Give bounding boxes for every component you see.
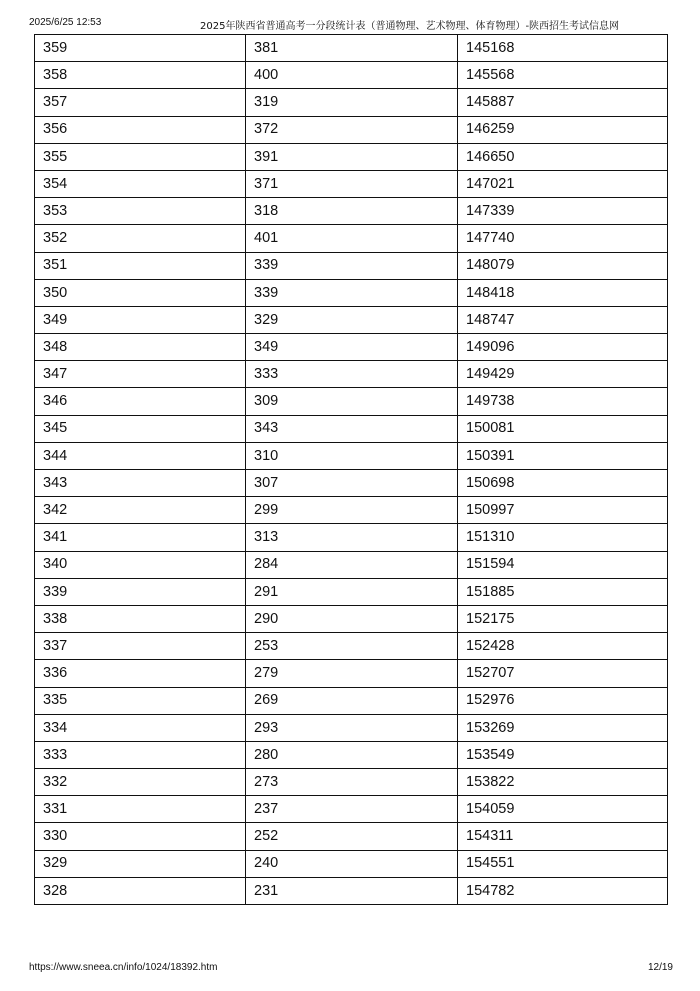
count-cell: 318 (246, 198, 458, 225)
score-cell: 355 (35, 143, 246, 170)
table-row (35, 442, 668, 469)
score-cell: 334 (35, 714, 246, 741)
score-cell: 356 (35, 116, 246, 143)
table-row (35, 660, 668, 687)
cumulative-cell: 152175 (458, 605, 668, 632)
score-cell: 331 (35, 796, 246, 823)
table-row (35, 334, 668, 361)
count-cell: 279 (246, 660, 458, 687)
table-row (35, 225, 668, 252)
score-cell: 357 (35, 89, 246, 116)
score-cell: 344 (35, 442, 246, 469)
cumulative-cell: 150698 (458, 470, 668, 497)
cumulative-cell: 152428 (458, 633, 668, 660)
score-cell: 351 (35, 252, 246, 279)
table-row (35, 714, 668, 741)
cumulative-cell: 145887 (458, 89, 668, 116)
score-cell: 332 (35, 769, 246, 796)
count-cell: 381 (246, 35, 458, 62)
count-cell: 313 (246, 524, 458, 551)
table-row (35, 741, 668, 768)
cumulative-cell: 154059 (458, 796, 668, 823)
score-cell: 333 (35, 741, 246, 768)
count-cell: 231 (246, 877, 458, 904)
cumulative-cell: 153822 (458, 769, 668, 796)
count-cell: 401 (246, 225, 458, 252)
table-row (35, 633, 668, 660)
table-row (35, 769, 668, 796)
page-title: 2025年陕西省普通高考一分段统计表（普通物理、艺术物理、体育物理）-陕西招生考试信息网 (200, 21, 620, 32)
count-cell: 290 (246, 605, 458, 632)
table-row (35, 35, 668, 62)
table-row (35, 143, 668, 170)
count-cell: 291 (246, 578, 458, 605)
table-row (35, 687, 668, 714)
cumulative-cell: 147339 (458, 198, 668, 225)
table-row (35, 605, 668, 632)
table-row (35, 524, 668, 551)
score-cell: 359 (35, 35, 246, 62)
count-cell: 269 (246, 687, 458, 714)
count-cell: 237 (246, 796, 458, 823)
table-row (35, 62, 668, 89)
score-cell: 352 (35, 225, 246, 252)
score-cell: 348 (35, 334, 246, 361)
count-cell: 333 (246, 361, 458, 388)
cumulative-cell: 149738 (458, 388, 668, 415)
count-cell: 280 (246, 741, 458, 768)
count-cell: 307 (246, 470, 458, 497)
table-row (35, 89, 668, 116)
cumulative-cell: 149096 (458, 334, 668, 361)
count-cell: 329 (246, 306, 458, 333)
score-cell: 342 (35, 497, 246, 524)
cumulative-cell: 145168 (458, 35, 668, 62)
cumulative-cell: 152976 (458, 687, 668, 714)
score-cell: 340 (35, 551, 246, 578)
score-cell: 337 (35, 633, 246, 660)
count-cell: 240 (246, 850, 458, 877)
score-cell: 347 (35, 361, 246, 388)
cumulative-cell: 146259 (458, 116, 668, 143)
score-cell: 343 (35, 470, 246, 497)
table-row (35, 306, 668, 333)
score-cell: 349 (35, 306, 246, 333)
page-number: 12/19 (647, 962, 673, 973)
score-cell: 350 (35, 279, 246, 306)
count-cell: 372 (246, 116, 458, 143)
count-cell: 371 (246, 170, 458, 197)
page-url[interactable]: https://www.sneea.cn/info/1024/18392.htm (29, 962, 218, 973)
cumulative-cell: 145568 (458, 62, 668, 89)
table-row (35, 551, 668, 578)
table-row (35, 877, 668, 904)
cumulative-cell: 154311 (458, 823, 668, 850)
count-cell: 400 (246, 62, 458, 89)
count-cell: 339 (246, 279, 458, 306)
count-cell: 310 (246, 442, 458, 469)
score-cell: 335 (35, 687, 246, 714)
count-cell: 391 (246, 143, 458, 170)
count-cell: 339 (246, 252, 458, 279)
cumulative-cell: 148079 (458, 252, 668, 279)
score-cell: 339 (35, 578, 246, 605)
cumulative-cell: 154551 (458, 850, 668, 877)
table-row (35, 823, 668, 850)
cumulative-cell: 151885 (458, 578, 668, 605)
table-body (35, 35, 668, 905)
count-cell: 343 (246, 415, 458, 442)
score-cell: 346 (35, 388, 246, 415)
score-cell: 358 (35, 62, 246, 89)
cumulative-cell: 150391 (458, 442, 668, 469)
print-datetime: 2025/6/25 12:53 (29, 17, 102, 28)
score-distribution-table (34, 34, 668, 905)
table-row (35, 116, 668, 143)
count-cell: 284 (246, 551, 458, 578)
table-row (35, 415, 668, 442)
count-cell: 253 (246, 633, 458, 660)
cumulative-cell: 152707 (458, 660, 668, 687)
count-cell: 319 (246, 89, 458, 116)
cumulative-cell: 149429 (458, 361, 668, 388)
table-row (35, 470, 668, 497)
score-cell: 336 (35, 660, 246, 687)
table-row (35, 170, 668, 197)
count-cell: 252 (246, 823, 458, 850)
cumulative-cell: 153269 (458, 714, 668, 741)
cumulative-cell: 150081 (458, 415, 668, 442)
score-cell: 353 (35, 198, 246, 225)
count-cell: 349 (246, 334, 458, 361)
score-cell: 345 (35, 415, 246, 442)
cumulative-cell: 148418 (458, 279, 668, 306)
table-row (35, 361, 668, 388)
cumulative-cell: 150997 (458, 497, 668, 524)
score-cell: 329 (35, 850, 246, 877)
cumulative-cell: 146650 (458, 143, 668, 170)
table-row (35, 388, 668, 415)
score-cell: 328 (35, 877, 246, 904)
score-cell: 338 (35, 605, 246, 632)
cumulative-cell: 147740 (458, 225, 668, 252)
table-row (35, 252, 668, 279)
count-cell: 273 (246, 769, 458, 796)
count-cell: 309 (246, 388, 458, 415)
table-row (35, 279, 668, 306)
cumulative-cell: 148747 (458, 306, 668, 333)
score-cell: 354 (35, 170, 246, 197)
table-row (35, 850, 668, 877)
score-cell: 341 (35, 524, 246, 551)
cumulative-cell: 151594 (458, 551, 668, 578)
cumulative-cell: 154782 (458, 877, 668, 904)
count-cell: 299 (246, 497, 458, 524)
table-row (35, 497, 668, 524)
count-cell: 293 (246, 714, 458, 741)
cumulative-cell: 147021 (458, 170, 668, 197)
score-cell: 330 (35, 823, 246, 850)
cumulative-cell: 153549 (458, 741, 668, 768)
table-row (35, 198, 668, 225)
cumulative-cell: 151310 (458, 524, 668, 551)
table-row (35, 578, 668, 605)
table-row (35, 796, 668, 823)
